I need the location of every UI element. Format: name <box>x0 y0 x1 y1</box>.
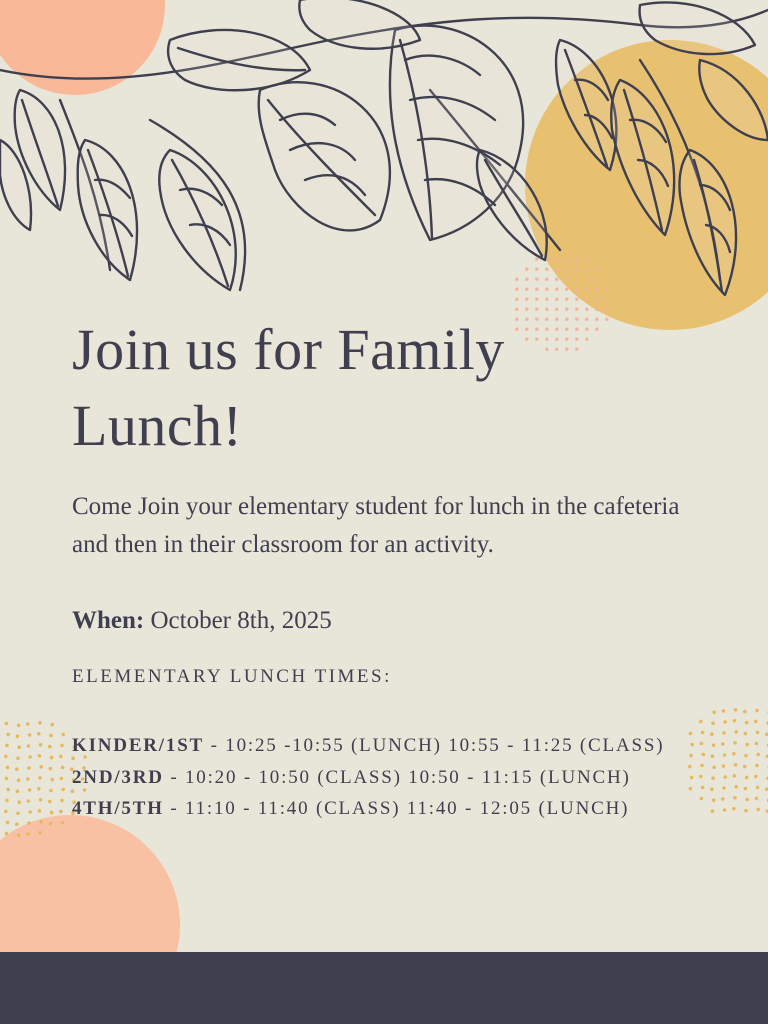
footer-bar <box>0 952 768 1024</box>
when-label: When: <box>72 607 145 634</box>
dot <box>722 709 726 713</box>
dot <box>28 733 32 737</box>
grade-label: 4TH/5TH <box>72 798 164 819</box>
dot <box>733 774 737 778</box>
dot <box>712 710 716 714</box>
lunch-time-row-kinder-1st <box>72 730 682 762</box>
grade-label: KINDER/1ST <box>72 735 205 756</box>
dot <box>712 743 716 747</box>
dot <box>745 776 749 780</box>
dot <box>39 743 43 747</box>
dot <box>745 743 749 747</box>
dot <box>50 811 54 815</box>
dot <box>701 786 705 790</box>
dot <box>6 733 10 737</box>
dot <box>15 767 19 771</box>
dot <box>701 731 705 735</box>
dot <box>743 765 747 769</box>
lunch-times-list <box>72 730 682 825</box>
dot <box>732 752 736 756</box>
schedule-detail: - 11:10 - 11:40 (CLASS) 11:40 - 12:05 (LUNCH) <box>170 798 630 819</box>
dot <box>5 744 9 748</box>
dot <box>60 799 64 803</box>
dot <box>688 765 692 769</box>
dot <box>711 776 715 780</box>
dot <box>49 734 53 738</box>
dot <box>17 745 21 749</box>
dot <box>26 832 30 836</box>
dot <box>26 777 30 781</box>
dot <box>710 787 714 791</box>
schedule-detail: - 10:20 - 10:50 (CLASS) 10:50 - 11:15 (LUNCH) <box>170 766 631 788</box>
lunch-time-row-2nd-3rd <box>72 762 682 794</box>
lunch-times-heading: ELEMENTARY LUNCH TIMES: <box>72 666 392 687</box>
dot <box>755 764 759 768</box>
dot <box>16 734 20 738</box>
dot <box>700 797 704 801</box>
dot <box>27 744 31 748</box>
dot <box>6 788 10 792</box>
dot <box>721 742 725 746</box>
dot <box>723 753 727 757</box>
dot <box>61 766 65 770</box>
dot <box>733 719 737 723</box>
dot <box>37 787 41 791</box>
event-date <box>72 602 692 639</box>
dot <box>756 731 760 735</box>
dot <box>27 766 31 770</box>
dot <box>756 786 760 790</box>
leaf-branch-illustration <box>0 0 768 310</box>
dot <box>732 807 736 811</box>
dot <box>701 753 705 757</box>
dot <box>744 809 748 813</box>
dot <box>6 821 10 825</box>
dot <box>61 788 65 792</box>
dot <box>38 776 42 780</box>
dot <box>61 821 65 825</box>
dot <box>6 766 10 770</box>
dot <box>61 733 65 737</box>
dot <box>16 756 20 760</box>
dot <box>754 775 758 779</box>
page-title: Join us for Family Lunch! <box>72 317 505 458</box>
dot <box>49 767 53 771</box>
dot <box>39 798 43 802</box>
lunch-time-row-4th-5th <box>72 793 682 825</box>
dot <box>744 732 748 736</box>
dot <box>16 811 20 815</box>
dot <box>689 754 693 758</box>
dot <box>756 808 760 812</box>
dot <box>700 742 704 746</box>
dot <box>722 764 726 768</box>
dot <box>723 775 727 779</box>
dot <box>756 753 760 757</box>
dot <box>38 721 42 725</box>
dot <box>722 786 726 790</box>
dot <box>17 778 21 782</box>
dot <box>710 732 714 736</box>
dot <box>723 720 727 724</box>
dot <box>723 808 727 812</box>
schedule-detail: - 10:25 -10:55 (LUNCH) 10:55 - 11:25 (CLASS) <box>210 735 665 756</box>
dot <box>17 723 21 727</box>
dot <box>711 721 715 725</box>
dot <box>699 775 703 779</box>
dot <box>712 765 716 769</box>
dot <box>5 777 9 781</box>
dot <box>28 810 32 814</box>
dot <box>745 721 749 725</box>
dot <box>39 820 43 824</box>
dot <box>60 777 64 781</box>
dot <box>28 755 32 759</box>
dot <box>4 810 8 814</box>
dot <box>49 789 53 793</box>
dot <box>60 744 64 748</box>
dot <box>689 732 693 736</box>
dot <box>743 710 747 714</box>
dot <box>721 797 725 801</box>
dot <box>711 809 715 813</box>
dot <box>700 764 704 768</box>
dot <box>17 833 21 837</box>
dot <box>16 789 20 793</box>
dot <box>734 785 738 789</box>
dot <box>50 778 54 782</box>
dot <box>17 800 21 804</box>
dot <box>27 821 31 825</box>
dot <box>37 732 41 736</box>
dot <box>59 810 63 814</box>
dot <box>50 723 54 727</box>
dot <box>745 798 749 802</box>
dot <box>59 755 63 759</box>
dot <box>712 798 716 802</box>
dot <box>38 754 42 758</box>
dot <box>49 822 53 826</box>
dot <box>755 709 759 713</box>
dot <box>734 730 738 734</box>
dot <box>5 799 9 803</box>
dot <box>744 787 748 791</box>
dot <box>5 722 9 726</box>
dot <box>50 756 54 760</box>
dot <box>15 822 19 826</box>
dot <box>744 754 748 758</box>
dot <box>733 741 737 745</box>
dot <box>711 754 715 758</box>
dot <box>734 763 738 767</box>
dot <box>26 722 30 726</box>
dot <box>734 708 738 712</box>
dot <box>690 776 694 780</box>
dot <box>690 743 694 747</box>
dot <box>48 745 52 749</box>
dot <box>754 720 758 724</box>
dot <box>27 799 31 803</box>
dot <box>48 800 52 804</box>
dot <box>755 797 759 801</box>
when-value: October 8th, 2025 <box>150 607 332 634</box>
dot <box>4 755 8 759</box>
dot <box>39 765 43 769</box>
dot <box>689 787 693 791</box>
dot <box>699 720 703 724</box>
dot-pattern-gold-right <box>688 708 768 813</box>
dot <box>5 832 9 836</box>
dot <box>38 831 42 835</box>
dot <box>733 796 737 800</box>
dot <box>28 788 32 792</box>
intro-text: Come Join your elementary student for lunch in the cafeteria and then in their classroom for an activity. <box>72 493 680 558</box>
grade-label: 2ND/3RD <box>72 766 164 788</box>
dot <box>722 731 726 735</box>
dot <box>38 809 42 813</box>
dot <box>755 742 759 746</box>
